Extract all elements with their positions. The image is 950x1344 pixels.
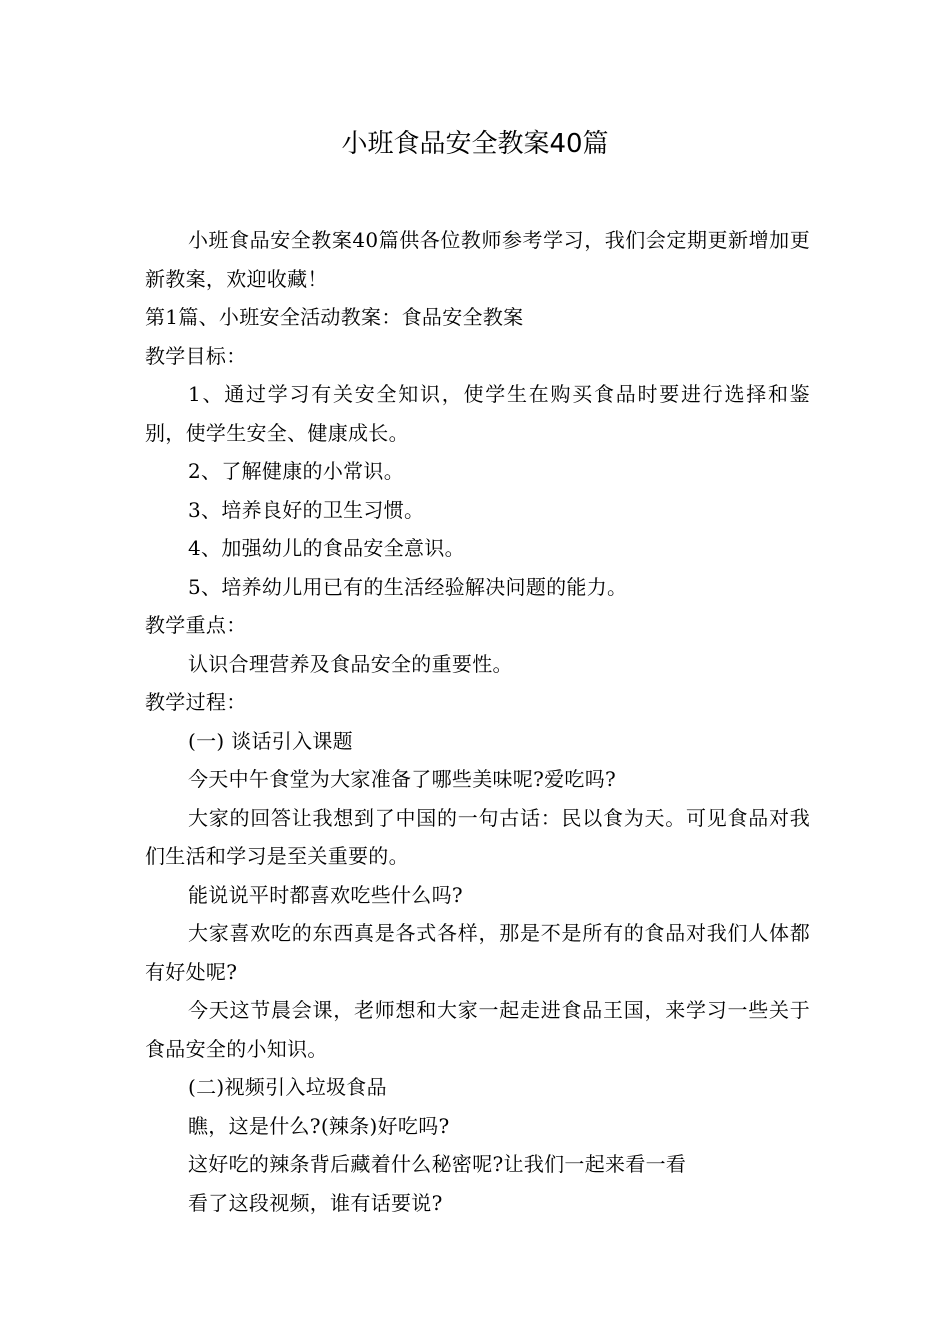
- focus-paragraph: 认识合理营养及食品安全的重要性。: [188, 651, 513, 676]
- document-title: 小班食品安全教案40篇: [341, 129, 609, 159]
- step-heading: (一) 谈话引入课题: [188, 728, 353, 753]
- body-paragraph: 看了这段视频，谁有话要说?: [188, 1190, 443, 1215]
- goal-item: 5、培养幼儿用已有的生活经验解决问题的能力。: [188, 574, 628, 599]
- focus-heading: 教学重点：: [145, 613, 247, 637]
- body-paragraph: 大家喜欢吃的东西真是各式各样，那是不是所有的食品对我们人体都有好处呢?: [145, 921, 810, 984]
- body-paragraph: 瞧，这是什么?(辣条)好吃吗?: [188, 1113, 450, 1138]
- document-body: [145, 221, 810, 1222]
- body-paragraph: 能说说平时都喜欢吃些什么吗?: [188, 882, 463, 907]
- intro-paragraph: 小班食品安全教案40篇供各位教师参考学习，我们会定期更新增加更新教案，欢迎收藏！: [145, 228, 810, 291]
- goals-heading: 教学目标：: [145, 343, 247, 368]
- body-paragraph: 大家的回答让我想到了中国的一句古话：民以食为天。可见食品对我们生活和学习是至关重要的。: [145, 805, 810, 868]
- process-heading: 教学过程：: [145, 690, 247, 714]
- body-paragraph: 今天这节晨会课，老师想和大家一起走进食品王国，来学习一些关于食品安全的小知识。: [145, 998, 810, 1061]
- body-paragraph: 这好吃的辣条背后藏着什么秘密呢?让我们一起来看一看: [188, 1152, 687, 1176]
- goal-item: 4、加强幼儿的食品安全意识。: [188, 536, 465, 560]
- section-heading: 第1篇、小班安全活动教案：食品安全教案: [145, 305, 524, 329]
- goal-item: 2、了解健康的小常识。: [188, 459, 405, 483]
- step-heading: (二)视频引入垃圾食品: [188, 1075, 387, 1099]
- goal-item: 1、通过学习有关安全知识，使学生在购买食品时要进行选择和鉴别，使学生安全、健康成长。: [145, 382, 810, 445]
- goal-item: 3、培养良好的卫生习惯。: [188, 497, 425, 522]
- body-paragraph: 今天中午食堂为大家准备了哪些美味呢?爱吃吗?: [188, 767, 617, 791]
